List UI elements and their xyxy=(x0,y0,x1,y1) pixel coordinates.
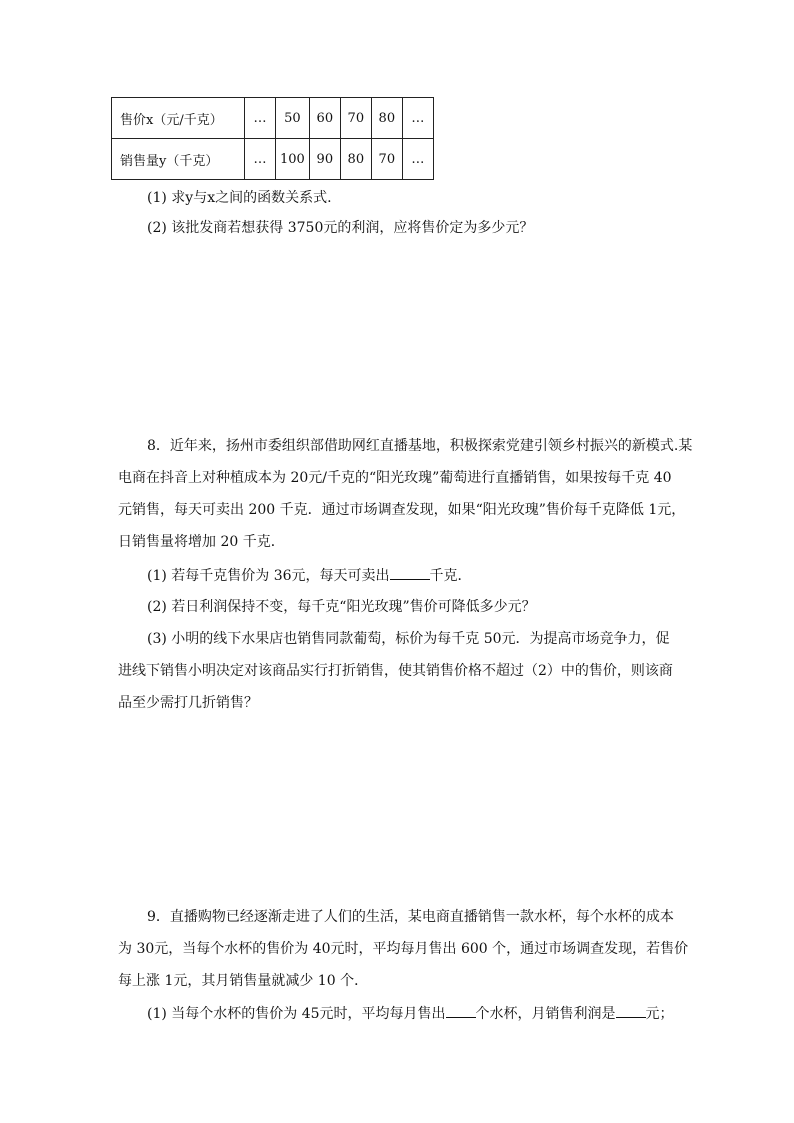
table-cell: … xyxy=(245,139,276,180)
q8-part-3-line-1: (3) 小明的线下水果店也销售同款葡萄，标价为每千克 50元．为提高市场竞争力，促 xyxy=(147,631,670,647)
table-cell: 60 xyxy=(309,98,340,139)
q9-part-1-text: (1) 当每个水杯的售价为 45元时，平均每月售出 xyxy=(147,1006,446,1022)
table-cell: 70 xyxy=(340,98,371,139)
table-row xyxy=(112,98,434,139)
table-cell: 50 xyxy=(276,98,310,139)
table-cell: 80 xyxy=(371,98,402,139)
table-cell: … xyxy=(245,98,276,139)
row-header-price: 售价x（元/千克） xyxy=(112,98,245,139)
answer-blank[interactable] xyxy=(616,1003,646,1018)
q8-stem-line-2: 电商在抖音上对种植成本为 20元/千克的“阳光玫瑰”葡萄进行直播销售，如果按每千克 40 xyxy=(118,470,672,486)
q9-part-1-unit: 元； xyxy=(645,1006,674,1022)
q8-part-2: (2) 若日利润保持不变，每千克“阳光玫瑰”售价可降低多少元？ xyxy=(147,599,536,615)
table-cell: … xyxy=(402,98,433,139)
q8-part-1-unit: 千克． xyxy=(429,568,472,584)
table-cell: 70 xyxy=(371,139,402,180)
table-cell: 80 xyxy=(340,139,371,180)
q9-part-1 xyxy=(147,1003,674,1024)
q8-stem-line-3: 元销售，每天可卖出 200 千克．通过市场调查发现，如果“阳光玫瑰”售价每千克降低 1元， xyxy=(118,502,686,518)
answer-blank[interactable] xyxy=(446,1003,476,1018)
q9-stem-line-3: 每上涨 1元，其月销售量就减少 10 个． xyxy=(118,973,369,989)
answer-blank[interactable] xyxy=(390,565,430,580)
q8-part-1-text: (1) 若每千克售价为 36元，每天可卖出 xyxy=(147,568,390,584)
price-sales-table xyxy=(111,97,434,180)
q8-stem-line-1: 8．近年来，扬州市委组织部借助网红直播基地，积极探索党建引领乡村振兴的新模式.某 xyxy=(147,438,693,454)
q8-part-1 xyxy=(147,565,472,586)
q8-part-3-line-2: 进线下销售小明决定对该商品实行打折销售，使其销售价格不超过（2）中的售价，则该商 xyxy=(118,663,673,679)
q9-part-1-mid: 个水杯，月销售利润是 xyxy=(475,1006,616,1022)
table-row xyxy=(112,139,434,180)
q8-part-3-line-3: 品至少需打几折销售？ xyxy=(118,695,258,711)
table-cell: 100 xyxy=(276,139,310,180)
table-cell: 90 xyxy=(309,139,340,180)
q8-stem-line-4: 日销售量将增加 20 千克． xyxy=(118,534,285,550)
q7-part-1: (1) 求y与x之间的函数关系式. xyxy=(147,190,332,206)
q7-part-2: (2) 该批发商若想获得 3750元的利润，应将售价定为多少元？ xyxy=(147,220,534,236)
q9-stem-line-2: 为 30元，当每个水杯的售价为 40元时，平均每月售出 600 个，通过市场调查发现，若售价 xyxy=(118,941,689,957)
q9-stem-line-1: 9．直播购物已经逐渐走进了人们的生活，某电商直播销售一款水杯，每个水杯的成本 xyxy=(147,909,674,925)
row-header-sales: 销售量y（千克） xyxy=(112,139,245,180)
table-cell: … xyxy=(402,139,433,180)
